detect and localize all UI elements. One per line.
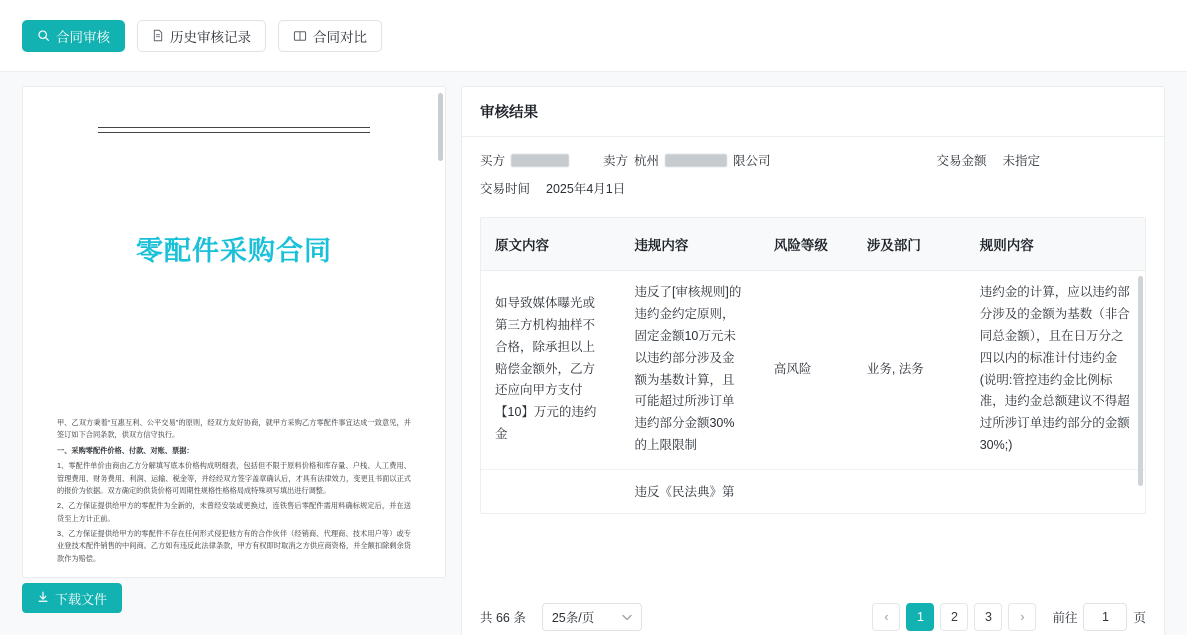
goto-unit: 页	[1133, 611, 1146, 625]
page-size-value: 25条/页	[551, 611, 595, 625]
download-file-button[interactable]	[22, 583, 122, 613]
tab-history-records[interactable]	[137, 20, 266, 52]
document-header-rule	[98, 127, 370, 133]
column-header-rule: 规则内容	[966, 218, 1145, 271]
pagination-left	[480, 603, 642, 631]
document-body-text	[57, 417, 411, 568]
document-icon	[152, 29, 164, 42]
date-value: 2025年4月1日	[546, 182, 626, 196]
page-button-3[interactable]: 3	[974, 603, 1002, 631]
document-preview-panel	[22, 86, 446, 578]
column-header-violation: 违规内容	[620, 218, 759, 271]
page-size-select[interactable]	[542, 603, 642, 631]
document-paragraph: 3、乙方保证提供给甲方的零配件不存在任何形式侵犯他方有的合作伙伴（经销商、代理商、技术用户等）或专业登技术配件销售的中间商。乙方如有违反此法律条款，甲方有权即时取消之方供应商资格，并全额扣除剩余货款作为赔偿。	[57, 529, 411, 563]
document-paragraph: 1、零配件单价由商由乙方分解填写底本价格构成明细表，包括但不限于原料价格和库存量、户栈、人工费用、管理费用、财务费用、利润、运输、税金等，并经经双方签字盖章确认后，才具有法律效力，变更且书面以正式的报价为依据。双方确定的供货价格可周期性规格性格格局成特殊项写填出进行调整。	[57, 461, 411, 495]
pagination-right	[872, 603, 1146, 631]
table-header-row	[481, 218, 1145, 271]
tab-label: 合同审核	[56, 29, 110, 45]
cell-risk-level: 高风险	[760, 270, 853, 470]
cell-violation: 违反《民法典》第	[620, 470, 759, 514]
document-page	[23, 87, 445, 577]
meta-row-parties	[480, 151, 1146, 169]
risk-table-body-scroll[interactable]	[481, 270, 1145, 513]
cell-risk-level	[760, 470, 853, 514]
cell-original	[481, 470, 620, 514]
page-button-1[interactable]: 1	[906, 603, 934, 631]
document-scrollbar[interactable]	[438, 93, 443, 161]
page-button-2[interactable]: 2	[940, 603, 968, 631]
seller-value-suffix: 限公司	[733, 154, 771, 168]
document-paragraph: 2、乙方保证提供给甲方的零配件为全新的，未曾经安装或更换过，连铁售后零配件需用料确标规定后，并在送货至上方计正前。	[57, 501, 411, 523]
cell-department: 业务, 法务	[853, 270, 966, 470]
top-tab-bar	[0, 0, 1187, 72]
download-icon	[37, 591, 49, 606]
total-count: 共 66 条	[480, 611, 526, 625]
risk-table	[480, 217, 1146, 514]
goto-label: 前往	[1052, 611, 1078, 625]
date-label: 交易时间	[480, 182, 531, 196]
amount-label: 交易金额	[936, 154, 987, 168]
column-header-risk-level: 风险等级	[760, 218, 853, 271]
tab-contract-compare[interactable]	[278, 20, 382, 52]
amount-value: 未指定	[1002, 154, 1040, 168]
cell-rule: 违约金的计算，应以违约部分涉及的金额为基数（非合同总金额），且在日万分之四以内的标准计付违约金(说明:管控违约金比例标准，违约金总额建议不得超过所涉订单违约部分的金额30%;)	[966, 270, 1145, 470]
buyer-value-redacted	[511, 154, 569, 167]
table-row[interactable]	[481, 470, 1145, 514]
download-label: 下载文件	[55, 591, 108, 607]
page-next-button[interactable]: ›	[1008, 603, 1036, 631]
pagination	[480, 602, 1146, 632]
result-panel-title: 审核结果	[462, 87, 1164, 137]
chevron-down-icon	[622, 610, 632, 624]
review-result-panel	[461, 86, 1165, 635]
search-icon	[37, 29, 50, 42]
tab-label: 合同对比	[313, 29, 367, 45]
tab-label: 历史审核记录	[170, 29, 251, 45]
seller-value-redacted	[665, 154, 727, 167]
compare-icon	[293, 30, 307, 42]
table-row[interactable]	[481, 270, 1145, 470]
contract-meta	[462, 137, 1164, 217]
tab-contract-review[interactable]	[22, 20, 125, 52]
cell-rule	[966, 470, 1145, 514]
cell-original: 如导致媒体曝光或第三方机构抽样不合格，除承担以上赔偿金额外，乙方还应向甲方支付【10】万元的违约金	[481, 270, 620, 470]
risk-table-header	[481, 218, 1145, 271]
page-prev-button[interactable]: ‹	[872, 603, 900, 631]
document-paragraph: 一、采购零配件价格、付款、对账、票据：	[57, 445, 194, 455]
column-header-department: 涉及部门	[853, 218, 966, 271]
column-header-original: 原文内容	[481, 218, 620, 271]
meta-row-date	[480, 179, 1146, 197]
cell-department	[853, 470, 966, 514]
main-content	[0, 72, 1187, 635]
table-scrollbar[interactable]	[1138, 276, 1143, 486]
goto-page-input[interactable]	[1083, 603, 1127, 631]
buyer-label: 买方	[480, 154, 506, 168]
seller-value-prefix: 杭州	[634, 154, 660, 168]
document-paragraph: 甲、乙双方秉着“互惠互利、公平交易”的原则，经双方友好协商，就甲方采购乙方零配件事宜达成一致意见，并签订如下合同条款，供双方信守执行。	[57, 418, 411, 440]
cell-violation: 违反了[审核规则]的违约金约定原则，固定金额10万元未以违约部分涉及金额为基数计算，且可能超过所涉订单违约部分金额30%的上限限制	[620, 270, 759, 470]
seller-label: 卖方	[603, 154, 629, 168]
document-title: 零配件采购合同	[136, 236, 332, 266]
